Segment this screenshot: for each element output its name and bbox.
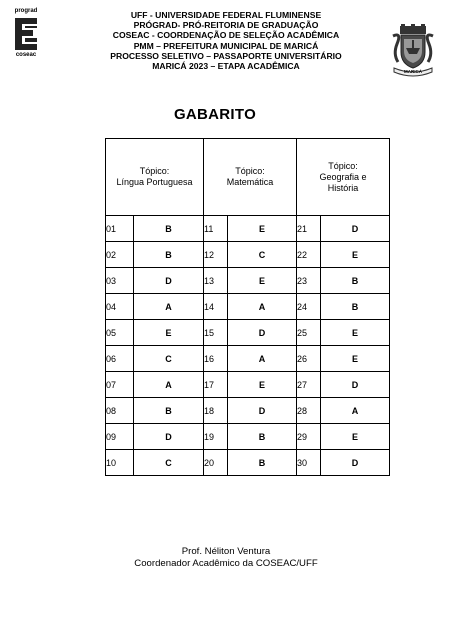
answer-letter: E — [228, 372, 297, 398]
header-line-prograd: PRÓGRAD- PRÓ-REITORIA DE GRADUAÇÃO — [133, 20, 319, 31]
answer-letter: B — [134, 242, 204, 268]
signature-name: Prof. Néliton Ventura — [181, 546, 271, 557]
question-number: 05 — [106, 320, 134, 346]
answer-letter: B — [228, 450, 297, 476]
answer-letter: A — [321, 398, 390, 424]
signature-block — [0, 546, 452, 570]
table-row — [106, 294, 390, 320]
answer-letter: B — [321, 268, 390, 294]
answer-letter: D — [228, 320, 297, 346]
topic-name: Geografia e — [319, 171, 367, 182]
marica-crest — [390, 24, 436, 78]
question-number: 26 — [297, 346, 321, 372]
question-number: 25 — [297, 320, 321, 346]
answer-letter: B — [228, 424, 297, 450]
question-number: 19 — [204, 424, 228, 450]
header-line-pmm: PMM – PREFEITURA MUNICIPAL DE MARICÁ — [133, 40, 319, 51]
answer-letter: C — [228, 242, 297, 268]
answer-letter: B — [134, 216, 204, 242]
answer-letter: D — [134, 424, 204, 450]
topic-header-row — [106, 139, 390, 216]
header-line-processo: PROCESSO SELETIVO – PASSAPORTE UNIVERSITÁRIO — [110, 50, 342, 61]
crest-ribbon-text: MARICÁ — [404, 69, 422, 74]
question-number: 27 — [297, 372, 321, 398]
table-row — [106, 372, 390, 398]
answer-letter: D — [134, 268, 204, 294]
table-row — [106, 346, 390, 372]
table-row — [106, 320, 390, 346]
prograd-coseac-logo — [9, 8, 43, 66]
question-number: 01 — [106, 216, 134, 242]
question-number: 15 — [204, 320, 228, 346]
table-row — [106, 216, 390, 242]
question-number: 30 — [297, 450, 321, 476]
question-number: 11 — [204, 216, 228, 242]
question-number: 28 — [297, 398, 321, 424]
table-row — [106, 424, 390, 450]
answer-letter: E — [228, 216, 297, 242]
answer-letter: A — [134, 372, 204, 398]
question-number: 21 — [297, 216, 321, 242]
header-line-uff: UFF - UNIVERSIDADE FEDERAL FLUMINENSE — [130, 10, 322, 20]
question-number: 14 — [204, 294, 228, 320]
answer-letter: E — [228, 268, 297, 294]
answer-letter: D — [228, 398, 297, 424]
logo-text-coseac: coseac — [15, 52, 37, 58]
question-number: 29 — [297, 424, 321, 450]
topic-header-portugues — [106, 139, 204, 216]
question-number: 24 — [297, 294, 321, 320]
answer-letter: E — [321, 320, 390, 346]
page-title: GABARITO — [173, 106, 257, 123]
question-number: 02 — [106, 242, 134, 268]
answer-letter: A — [134, 294, 204, 320]
answer-letter: E — [321, 346, 390, 372]
topic-label: Tópico: — [328, 160, 358, 171]
topic-name-continued: História — [327, 182, 359, 193]
question-number: 12 — [204, 242, 228, 268]
topic-label: Tópico: — [235, 166, 265, 176]
answer-letter: E — [321, 242, 390, 268]
answer-letter: D — [321, 450, 390, 476]
topic-header-geografia-historia — [297, 139, 390, 216]
logo-text-prograd: prograd — [14, 8, 38, 14]
question-number: 04 — [106, 294, 134, 320]
table-row — [106, 450, 390, 476]
document-header — [60, 10, 392, 71]
question-number: 20 — [204, 450, 228, 476]
question-number: 22 — [297, 242, 321, 268]
answer-letter: E — [321, 424, 390, 450]
question-number: 13 — [204, 268, 228, 294]
topic-header-matematica — [204, 139, 297, 216]
question-number: 18 — [204, 398, 228, 424]
question-number: 16 — [204, 346, 228, 372]
topic-name: Matemática — [226, 177, 274, 187]
question-number: 06 — [106, 346, 134, 372]
topic-name: Língua Portuguesa — [116, 177, 193, 187]
question-number: 17 — [204, 372, 228, 398]
answer-letter: A — [228, 294, 297, 320]
prograd-coseac-mark-icon — [13, 16, 39, 52]
answer-letter: B — [321, 294, 390, 320]
question-number: 07 — [106, 372, 134, 398]
header-line-etapa: MARICÁ 2023 – ETAPA ACADÊMICA — [152, 61, 300, 72]
table-row — [106, 398, 390, 424]
answer-key-table — [105, 138, 390, 476]
signature-role: Coordenador Acadêmico da COSEAC/UFF — [134, 558, 318, 569]
answer-letter: C — [134, 346, 204, 372]
answer-letter: E — [134, 320, 204, 346]
answer-letter: A — [228, 346, 297, 372]
topic-label: Tópico: — [139, 166, 170, 176]
question-number: 08 — [106, 398, 134, 424]
header-line-coseac: COSEAC - COORDENAÇÃO DE SELEÇÃO ACADÊMICA — [112, 30, 340, 41]
question-number: 03 — [106, 268, 134, 294]
question-number: 09 — [106, 424, 134, 450]
answer-letter: D — [321, 216, 390, 242]
table-row — [106, 242, 390, 268]
question-number: 23 — [297, 268, 321, 294]
answer-letter: B — [134, 398, 204, 424]
question-number: 10 — [106, 450, 134, 476]
table-row — [106, 268, 390, 294]
answer-letter: C — [134, 450, 204, 476]
answer-letter: D — [321, 372, 390, 398]
